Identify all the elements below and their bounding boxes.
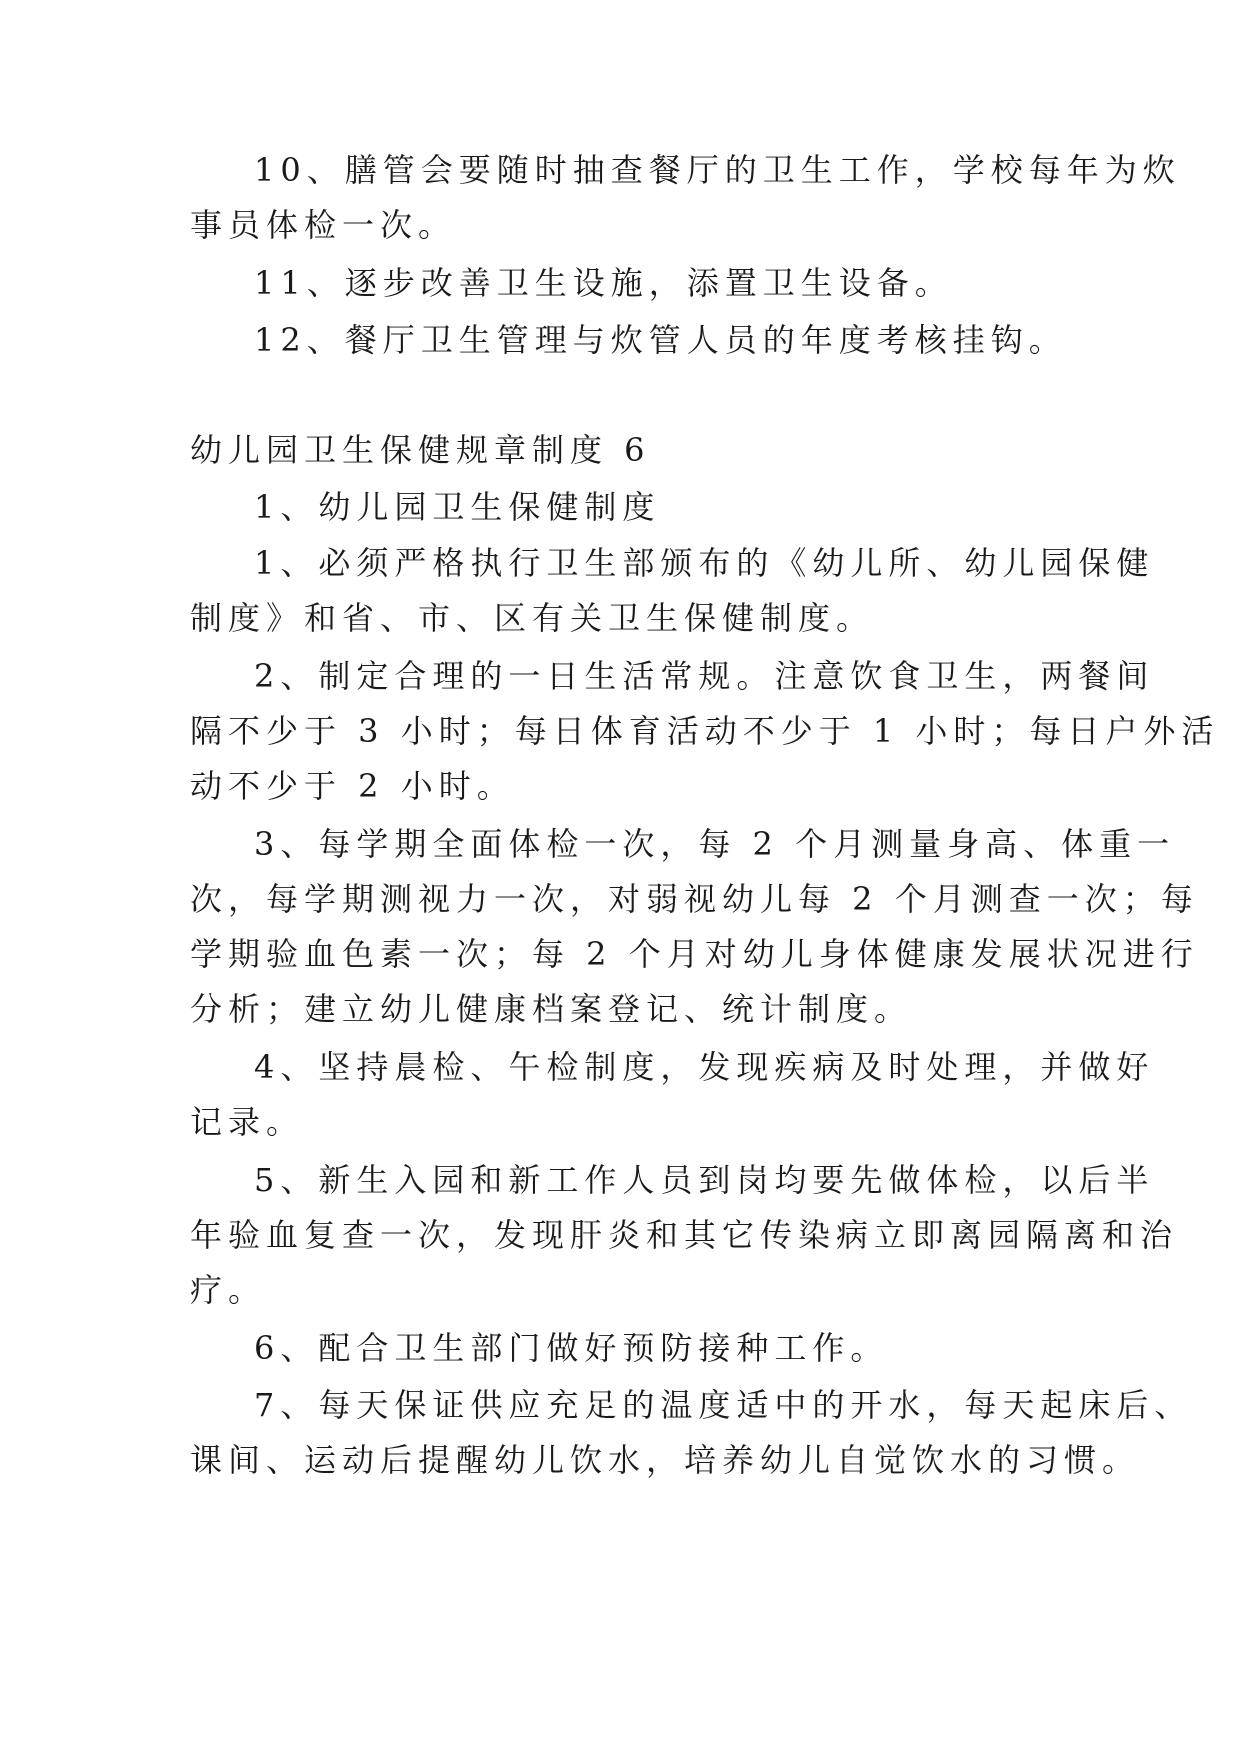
item-3-line-2: 次，每学期测视力一次，对弱视幼儿每 2 个月测查一次；每 bbox=[190, 880, 1199, 918]
item-7-line-1: 7、每天保证供应充足的温度适中的开水，每天起床后、 bbox=[254, 1386, 1193, 1424]
item-6-line-1: 6、配合卫生部门做好预防接种工作。 bbox=[254, 1329, 889, 1367]
item-4-line-1: 4、坚持晨检、午检制度，发现疾病及时处理，并做好 bbox=[254, 1048, 1155, 1086]
paragraph-12-line-1: 12、餐厅卫生管理与炊管人员的年度考核挂钩。 bbox=[254, 321, 1067, 359]
section-heading: 幼儿园卫生保健规章制度 6 bbox=[190, 431, 651, 469]
item-3-line-1: 3、每学期全面体检一次，每 2 个月测量身高、体重一 bbox=[254, 825, 1176, 863]
item-2-line-3: 动不少于 2 小时。 bbox=[190, 767, 515, 805]
section-subheading: 1、幼儿园卫生保健制度 bbox=[254, 488, 661, 526]
paragraph-10-line-1: 10、膳管会要随时抽查餐厅的卫生工作，学校每年为炊 bbox=[254, 151, 1181, 189]
item-5-line-2: 年验血复查一次，发现肝炎和其它传染病立即离园隔离和治 bbox=[190, 1216, 1179, 1254]
item-5-line-3: 疗。 bbox=[190, 1271, 267, 1309]
item-2-line-1: 2、制定合理的一日生活常规。注意饮食卫生，两餐间 bbox=[254, 657, 1155, 695]
paragraph-11-line-1: 11、逐步改善卫生设施，添置卫生设备。 bbox=[254, 264, 953, 302]
item-4-line-2: 记录。 bbox=[190, 1103, 305, 1141]
item-3-line-4: 分析；建立幼儿健康档案登记、统计制度。 bbox=[190, 990, 913, 1028]
paragraph-10-line-2: 事员体检一次。 bbox=[190, 206, 457, 244]
item-2-line-2: 隔不少于 3 小时；每日体育活动不少于 1 小时；每日户外活 bbox=[190, 712, 1220, 750]
item-1-line-2: 制度》和省、市、区有关卫生保健制度。 bbox=[190, 599, 875, 637]
item-1-line-1: 1、必须严格执行卫生部颁布的《幼儿所、幼儿园保健 bbox=[254, 544, 1155, 582]
item-7-line-2: 课间、运动后提醒幼儿饮水，培养幼儿自觉饮水的习惯。 bbox=[190, 1441, 1141, 1479]
item-3-line-3: 学期验血色素一次；每 2 个月对幼儿身体健康发展状况进行 bbox=[190, 935, 1199, 973]
item-5-line-1: 5、新生入园和新工作人员到岗均要先做体检，以后半 bbox=[254, 1161, 1155, 1199]
